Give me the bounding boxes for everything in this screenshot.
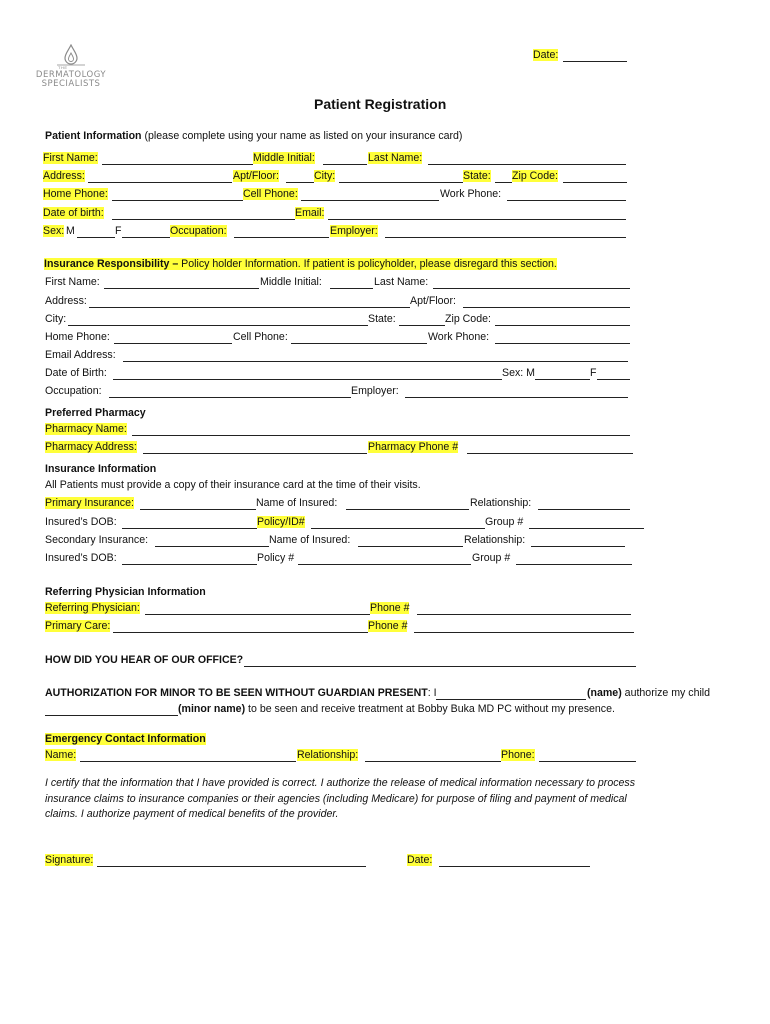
- primary-policy-id-label: Policy/ID#: [257, 516, 305, 528]
- logo-line-1: DERMATOLOGY: [35, 70, 107, 80]
- pharmacy-address-label: Pharmacy Address:: [45, 441, 137, 453]
- primary-relationship-label: Relationship:: [470, 497, 532, 509]
- policyholder-home-phone-field[interactable]: [114, 343, 232, 344]
- secondary-insurance-label: Secondary Insurance:: [45, 534, 149, 546]
- patient-sex-label: Sex:: [43, 225, 65, 237]
- emergency-name-field[interactable]: [80, 761, 296, 762]
- policyholder-city-label: City:: [45, 313, 67, 325]
- patient-zip-label: Zip Code:: [512, 170, 558, 182]
- header-date-label: Date:: [533, 49, 559, 61]
- policyholder-first-name-field[interactable]: [104, 288, 259, 289]
- hear-of-office-label: HOW DID YOU HEAR OF OUR OFFICE?: [45, 654, 244, 666]
- primary-care-label: Primary Care:: [45, 620, 111, 632]
- patient-info-note: (please complete using your name as listed on your insurance card): [144, 130, 463, 142]
- policyholder-state-label: State:: [368, 313, 396, 325]
- patient-middle-initial-label: Middle Initial:: [253, 152, 315, 164]
- policyholder-work-phone-label: Work Phone:: [428, 331, 490, 343]
- secondary-relationship-label: Relationship:: [464, 534, 526, 546]
- authorization-name-label: (name): [587, 687, 622, 699]
- authorization-minor-name-field[interactable]: [45, 715, 178, 716]
- emergency-phone-label: Phone:: [501, 749, 535, 761]
- primary-insured-dob-label: Insured’s DOB:: [45, 516, 117, 528]
- secondary-policy-label: Policy #: [257, 552, 295, 564]
- primary-care-phone-field[interactable]: [414, 632, 634, 633]
- patient-email-label: Email:: [295, 207, 325, 219]
- policyholder-middle-initial-label: Middle Initial:: [260, 276, 322, 288]
- policyholder-dob-field[interactable]: [113, 379, 502, 380]
- patient-city-field[interactable]: [339, 182, 463, 183]
- emergency-heading: Emergency Contact Information: [45, 733, 206, 745]
- authorization-authorize-text: authorize my child: [621, 687, 711, 699]
- policyholder-email-field[interactable]: [123, 361, 628, 362]
- patient-address-label: Address:: [43, 170, 85, 182]
- secondary-policy-field[interactable]: [298, 564, 471, 565]
- policyholder-email-label: Email Address:: [45, 349, 116, 361]
- policyholder-apt-floor-label: Apt/Floor:: [410, 295, 456, 307]
- authorization-line-2: [178, 703, 615, 715]
- insurance-responsibility-title: Insurance Responsibility –: [44, 258, 182, 270]
- policyholder-sex-f-field[interactable]: [597, 379, 630, 380]
- patient-address-field[interactable]: [88, 182, 232, 183]
- patient-info-title: Patient Information: [45, 130, 142, 142]
- primary-care-field[interactable]: [113, 632, 368, 633]
- patient-first-name-field[interactable]: [102, 164, 253, 165]
- patient-city-label: City:: [314, 170, 336, 182]
- policyholder-apt-floor-field[interactable]: [463, 307, 630, 308]
- clinic-logo: [30, 44, 112, 94]
- authorization-line-1-end: [587, 687, 710, 699]
- policyholder-occupation-field[interactable]: [109, 397, 351, 398]
- secondary-name-insured-field[interactable]: [358, 546, 463, 547]
- patient-zip-field[interactable]: [563, 182, 627, 183]
- patient-info-heading: [45, 130, 462, 142]
- primary-group-label: Group #: [485, 516, 524, 528]
- patient-dob-field[interactable]: [112, 219, 295, 220]
- patient-apt-floor-label: Apt/Floor:: [233, 170, 279, 182]
- primary-relationship-field[interactable]: [538, 509, 630, 510]
- policyholder-address-field[interactable]: [89, 307, 410, 308]
- insurance-responsibility-heading: [44, 258, 557, 270]
- patient-sex-m-label: M: [66, 225, 75, 237]
- logo-line-2: SPECIALISTS: [41, 79, 101, 89]
- pharmacy-phone-label: Pharmacy Phone #: [368, 441, 459, 453]
- authorization-guardian-name-field[interactable]: [436, 699, 586, 700]
- policyholder-middle-initial-field[interactable]: [330, 288, 373, 289]
- patient-dob-label: Date of birth:: [43, 207, 104, 219]
- primary-insured-dob-field[interactable]: [122, 528, 257, 529]
- emergency-phone-field[interactable]: [539, 761, 636, 762]
- secondary-relationship-field[interactable]: [531, 546, 625, 547]
- referring-phone-label: Phone #: [370, 602, 410, 614]
- policyholder-occupation-label: Occupation:: [45, 385, 102, 397]
- referring-physician-label: Referring Physician:: [45, 602, 140, 614]
- emergency-name-label: Name:: [45, 749, 77, 761]
- pharmacy-name-label: Pharmacy Name:: [45, 423, 127, 435]
- policyholder-employer-label: Employer:: [351, 385, 399, 397]
- policyholder-sex-m-field[interactable]: [535, 379, 590, 380]
- primary-group-field[interactable]: [529, 528, 644, 529]
- patient-last-name-label: Last Name:: [368, 152, 423, 164]
- referring-phone-field[interactable]: [417, 614, 631, 615]
- secondary-name-insured-label: Name of Insured:: [269, 534, 351, 546]
- authorization-label: AUTHORIZATION FOR MINOR TO BE SEEN WITHOUT GUARDIAN PRESENT: [45, 687, 428, 699]
- policyholder-zip-label: Zip Code:: [445, 313, 491, 325]
- policyholder-sex-f-label: F: [590, 367, 597, 379]
- patient-sex-f-field[interactable]: [122, 237, 170, 238]
- authorization-colon-i: : I: [427, 687, 437, 699]
- primary-care-phone-label: Phone #: [368, 620, 408, 632]
- signature-date-label: Date:: [407, 854, 433, 866]
- policyholder-city-field[interactable]: [68, 325, 368, 326]
- secondary-insured-dob-label: Insured’s DOB:: [45, 552, 117, 564]
- patient-middle-initial-field[interactable]: [323, 164, 367, 165]
- policyholder-home-phone-label: Home Phone:: [45, 331, 110, 343]
- patient-home-phone-field[interactable]: [112, 200, 243, 201]
- droplet-icon: [30, 44, 112, 66]
- secondary-group-label: Group #: [472, 552, 511, 564]
- primary-name-insured-label: Name of Insured:: [256, 497, 338, 509]
- secondary-group-field[interactable]: [516, 564, 632, 565]
- patient-sex-m-field[interactable]: [77, 237, 115, 238]
- patient-sex-f-label: F: [115, 225, 122, 237]
- policyholder-last-name-label: Last Name:: [374, 276, 429, 288]
- authorization-rest-text: to be seen and receive treatment at Bobby Buka MD PC without my presence.: [245, 703, 615, 715]
- signature-label: Signature:: [45, 854, 94, 866]
- patient-employer-field[interactable]: [385, 237, 626, 238]
- patient-employer-label: Employer:: [330, 225, 378, 237]
- page-title: Patient Registration: [314, 96, 447, 112]
- policyholder-first-name-label: First Name:: [45, 276, 100, 288]
- insurance-info-heading: Insurance Information: [45, 463, 157, 475]
- pharmacy-name-field[interactable]: [132, 435, 630, 436]
- hear-of-office-field[interactable]: [244, 666, 636, 667]
- primary-insurance-field[interactable]: [140, 509, 256, 510]
- policyholder-address-label: Address:: [45, 295, 87, 307]
- patient-email-field[interactable]: [328, 219, 626, 220]
- primary-policy-id-field[interactable]: [311, 528, 485, 529]
- pharmacy-phone-field[interactable]: [467, 453, 633, 454]
- patient-cell-phone-label: Cell Phone:: [243, 188, 298, 200]
- policyholder-last-name-field[interactable]: [433, 288, 630, 289]
- signature-date-field[interactable]: [439, 866, 590, 867]
- patient-state-label: State:: [463, 170, 491, 182]
- secondary-insured-dob-field[interactable]: [122, 564, 257, 565]
- insurance-responsibility-note: Policy holder Information. If patient is policyholder, please disregard this section.: [181, 258, 557, 270]
- policyholder-state-field[interactable]: [399, 325, 445, 326]
- authorization-minor-label: (minor name): [178, 703, 246, 715]
- patient-home-phone-label: Home Phone:: [43, 188, 108, 200]
- patient-last-name-field[interactable]: [428, 164, 626, 165]
- authorization-line-1: [45, 687, 437, 699]
- header-date-field[interactable]: [563, 61, 627, 62]
- patient-occupation-field[interactable]: [234, 237, 329, 238]
- emergency-relationship-label: Relationship:: [297, 749, 359, 761]
- pharmacy-heading: Preferred Pharmacy: [45, 407, 146, 419]
- primary-name-insured-field[interactable]: [346, 509, 469, 510]
- policyholder-employer-field[interactable]: [405, 397, 628, 398]
- emergency-relationship-field[interactable]: [365, 761, 501, 762]
- pharmacy-address-field[interactable]: [143, 453, 367, 454]
- patient-first-name-label: First Name:: [43, 152, 98, 164]
- policyholder-sex-m-label: Sex: M: [502, 367, 535, 379]
- certification-text: I certify that the information that I have provided is correct. I authorize the release of medical information necessary to process insurance claims to insurance companies or their agencies (including Medicare) for purpose of filing and payment of medical claims. I authorize payment of medical benefits of the provider.: [45, 777, 636, 820]
- patient-cell-phone-field[interactable]: [301, 200, 439, 201]
- patient-occupation-label: Occupation:: [170, 225, 227, 237]
- secondary-insurance-field[interactable]: [155, 546, 269, 547]
- policyholder-zip-field[interactable]: [495, 325, 630, 326]
- referring-physician-field[interactable]: [145, 614, 370, 615]
- patient-work-phone-label: Work Phone:: [440, 188, 502, 200]
- logo-small-text: THE: [58, 65, 68, 70]
- insurance-info-note: All Patients must provide a copy of their insurance card at the time of their visits.: [45, 479, 421, 491]
- patient-state-field[interactable]: [495, 182, 512, 183]
- primary-insurance-label: Primary Insurance:: [45, 497, 134, 509]
- referring-heading: Referring Physician Information: [45, 586, 206, 598]
- policyholder-work-phone-field[interactable]: [495, 343, 630, 344]
- policyholder-cell-phone-field[interactable]: [291, 343, 427, 344]
- signature-field[interactable]: [97, 866, 366, 867]
- policyholder-cell-phone-label: Cell Phone:: [233, 331, 288, 343]
- patient-work-phone-field[interactable]: [507, 200, 626, 201]
- policyholder-dob-label: Date of Birth:: [45, 367, 107, 379]
- patient-apt-floor-field[interactable]: [286, 182, 314, 183]
